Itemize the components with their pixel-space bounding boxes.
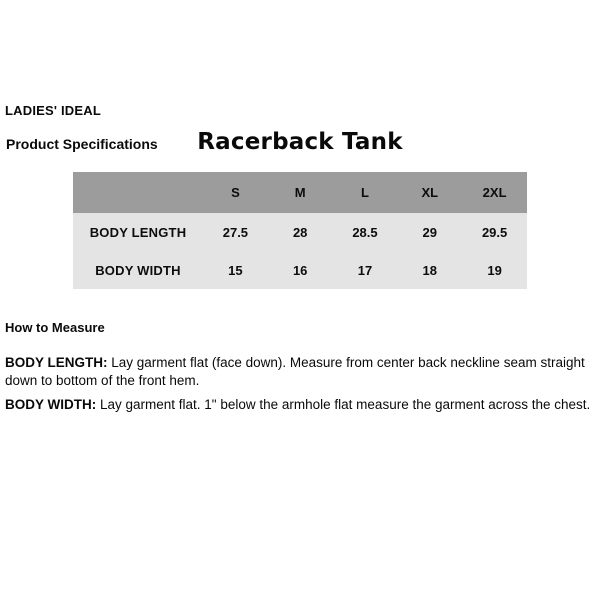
row-label-body-length: BODY LENGTH [89, 224, 187, 240]
table-row-body-width [73, 251, 527, 289]
table-header-row [73, 172, 527, 213]
body-length-xl: 29 [422, 224, 438, 240]
table-corner-cell [73, 172, 203, 213]
body-width-instructions: Lay garment flat. 1" below the armhole flat measure the garment across the chest. [96, 397, 591, 412]
size-column-l: L [361, 185, 369, 200]
body-width-s: 15 [228, 262, 243, 278]
size-column-2xl: 2XL [482, 185, 507, 200]
body-width-xl: 18 [422, 262, 438, 278]
body-length-s: 27.5 [222, 224, 249, 240]
body-length-definition [5, 354, 596, 390]
body-length-l: 28.5 [352, 224, 378, 240]
body-width-term: BODY WIDTH: [5, 397, 97, 412]
body-length-2xl: 29.5 [481, 224, 508, 240]
body-width-2xl: 19 [487, 262, 502, 278]
body-width-m: 16 [292, 262, 308, 278]
body-length-m: 28 [292, 224, 308, 240]
product-title: Racerback Tank [197, 129, 403, 155]
body-width-l: 17 [357, 262, 373, 278]
size-column-xl: XL [421, 185, 439, 200]
spec-section-label: Product Specifications [6, 136, 158, 152]
how-to-measure-text [5, 354, 596, 420]
body-length-instructions: Lay garment flat (face down). Measure from center back neckline seam straight down to bottom of the front hem. [5, 355, 585, 388]
brand-title: LADIES' IDEAL [5, 103, 101, 118]
how-to-measure-heading: How to Measure [5, 320, 105, 335]
size-spec-table [73, 172, 527, 289]
size-column-m: M [294, 185, 306, 200]
row-label-body-width: BODY WIDTH [95, 262, 181, 278]
size-column-s: S [231, 185, 240, 200]
body-length-term: BODY LENGTH: [5, 355, 108, 370]
body-width-definition [5, 396, 596, 414]
table-row-body-length [73, 213, 527, 251]
